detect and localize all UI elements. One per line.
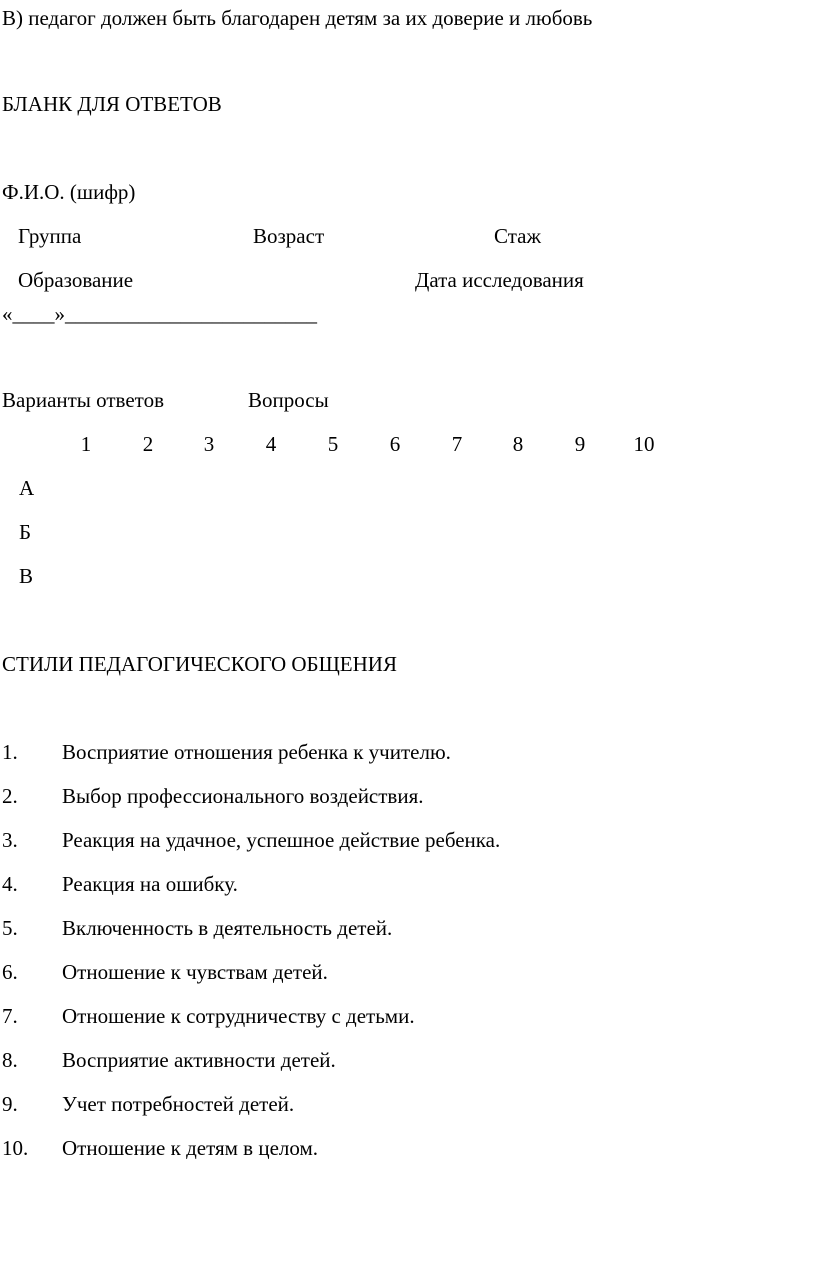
list-item-number: 9. bbox=[2, 1092, 18, 1116]
date-field: «____»________________________ bbox=[2, 302, 317, 326]
question-number: 6 bbox=[389, 432, 401, 456]
list-item-text: Отношение к сотрудничеству с детьми. bbox=[62, 1004, 415, 1028]
age-label: Возраст bbox=[253, 224, 325, 248]
list-item-text: Отношение к чувствам детей. bbox=[62, 960, 328, 984]
question-number: 4 bbox=[265, 432, 277, 456]
experience-label: Стаж bbox=[494, 224, 541, 248]
list-item-text: Восприятие активности детей. bbox=[62, 1048, 336, 1072]
list-item-number: 3. bbox=[2, 828, 18, 852]
list-item-text: Учет потребностей детей. bbox=[62, 1092, 295, 1116]
question-number: 9 bbox=[574, 432, 586, 456]
list-item-number: 6. bbox=[2, 960, 18, 984]
row-label-a: А bbox=[19, 476, 35, 500]
variants-label: Варианты ответов bbox=[2, 388, 164, 412]
row-label-b: Б bbox=[19, 520, 32, 544]
list-item-text: Включенность в деятельность детей. bbox=[62, 916, 393, 940]
styles-section-title: СТИЛИ ПЕДАГОГИЧЕСКОГО ОБЩЕНИЯ bbox=[2, 652, 397, 676]
education-label: Образование bbox=[18, 268, 134, 292]
form-title: БЛАНК ДЛЯ ОТВЕТОВ bbox=[2, 92, 222, 116]
question-number: 1 bbox=[80, 432, 92, 456]
list-item-number: 7. bbox=[2, 1004, 18, 1028]
list-item-text: Реакция на удачное, успешное действие ребенка. bbox=[62, 828, 501, 852]
question-number: 7 bbox=[451, 432, 463, 456]
list-item-number: 1. bbox=[2, 740, 18, 764]
answer-option-v-text: В) педагог должен быть благодарен детям за их доверие и любовь bbox=[2, 6, 593, 30]
question-number: 2 bbox=[142, 432, 154, 456]
list-item-number: 10. bbox=[2, 1136, 29, 1160]
question-number: 10 bbox=[633, 432, 655, 456]
question-number: 8 bbox=[512, 432, 524, 456]
list-item-text: Реакция на ошибку. bbox=[62, 872, 238, 896]
list-item-number: 8. bbox=[2, 1048, 18, 1072]
list-item-number: 5. bbox=[2, 916, 18, 940]
date-label: Дата исследования bbox=[415, 268, 584, 292]
question-number: 3 bbox=[203, 432, 215, 456]
row-label-v: В bbox=[19, 564, 34, 588]
list-item-text: Восприятие отношения ребенка к учителю. bbox=[62, 740, 451, 764]
list-item-text: Выбор профессионального воздействия. bbox=[62, 784, 424, 808]
list-item-number: 4. bbox=[2, 872, 18, 896]
group-label: Группа bbox=[18, 224, 82, 248]
question-number: 5 bbox=[327, 432, 339, 456]
list-item-text: Отношение к детям в целом. bbox=[62, 1136, 319, 1160]
questions-label: Вопросы bbox=[248, 388, 329, 412]
list-item-number: 2. bbox=[2, 784, 18, 808]
fio-label: Ф.И.О. (шифр) bbox=[2, 180, 136, 204]
